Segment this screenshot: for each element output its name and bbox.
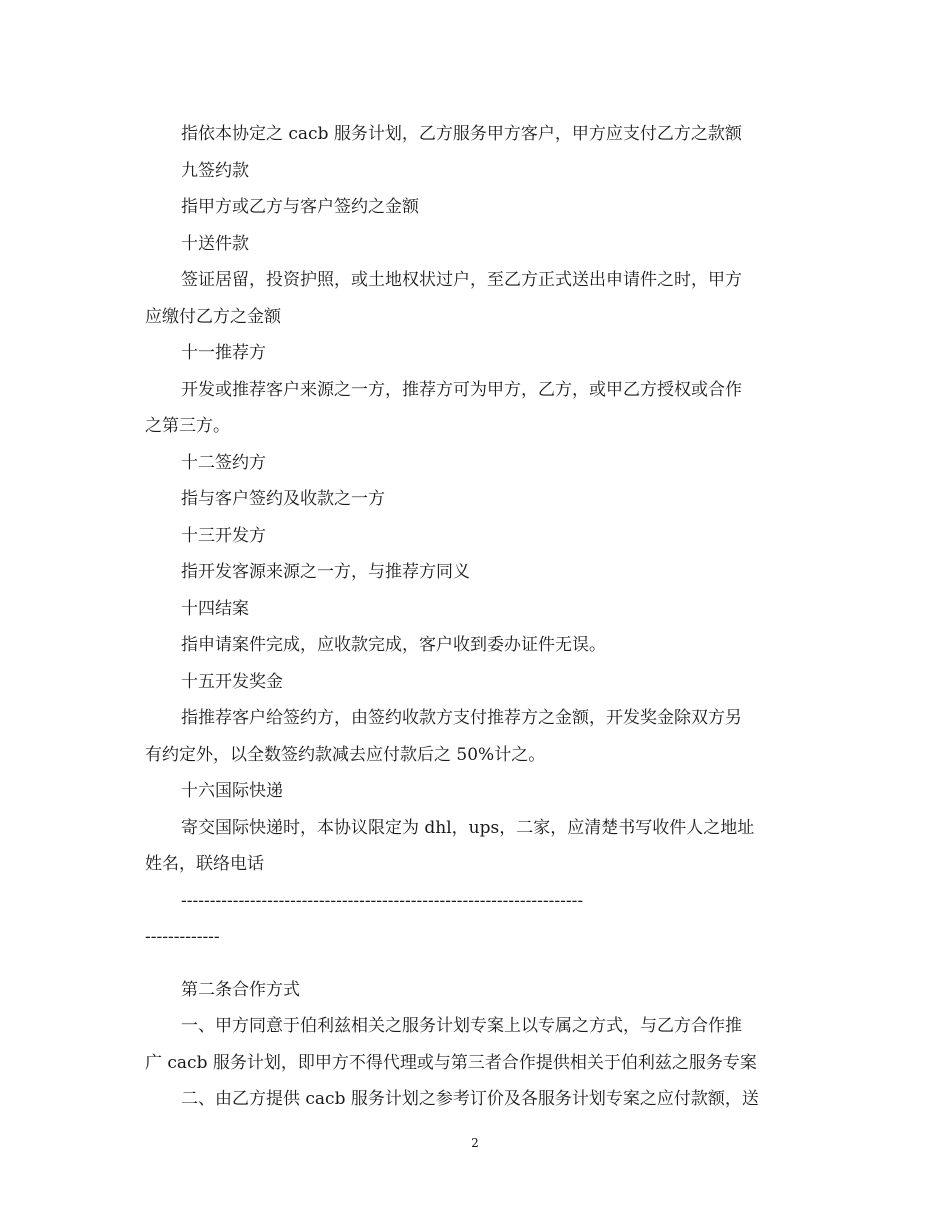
section-heading: 十三开发方: [181, 525, 266, 546]
document-body: [145, 116, 805, 1118]
section-heading: 十六国际快递: [181, 781, 283, 801]
section-heading: 十一推荐方: [181, 343, 266, 363]
paragraph-line: 指甲方或乙方与客户签约之金额: [181, 197, 419, 217]
paragraph-line: 之第三方。: [145, 416, 230, 436]
page-number: 2: [471, 1136, 479, 1150]
paragraph-line: 签证居留，投资护照，或土地权状过户，至乙方正式送出申请件之时，甲方: [181, 270, 742, 290]
paragraph-line: 指申请案件完成，应收款完成，客户收到委办证件无误。: [181, 635, 606, 655]
article-heading: 第二条合作方式: [181, 979, 300, 1000]
paragraph-line: 指与客户签约及收款之一方: [181, 489, 385, 509]
paragraph-line: 开发或推荐客户来源之一方，推荐方可为甲方，乙方，或甲乙方授权或合作: [181, 379, 742, 400]
dashed-separator: -------------: [145, 927, 220, 947]
paragraph-line: 广 cacb 服务计划，即甲方不得代理或与第三者合作提供相关于伯利兹之服务专案: [145, 1052, 757, 1073]
paragraph-line: 指开发客源来源之一方，与推荐方同义: [181, 562, 470, 582]
paragraph-line: 二、由乙方提供 cacb 服务计划之参考订价及各服务计划专案之应付款额，送: [181, 1089, 759, 1109]
section-heading: 十四结案: [181, 598, 249, 619]
section-heading: 十送件款: [181, 233, 249, 254]
section-heading: 十五开发奖金: [181, 671, 283, 692]
paragraph-spacer: [145, 956, 805, 972]
paragraph-line: 指依本协定之 cacb 服务计划，乙方服务甲方客户，甲方应支付乙方之款额: [181, 124, 742, 144]
paragraph-line: 姓名，联络电话: [145, 854, 264, 874]
section-heading: 十二签约方: [181, 452, 266, 473]
paragraph-line: 寄交国际快递时，本协议限定为 dhl，ups，二家，应清楚书写收件人之地址: [181, 817, 755, 838]
dashed-separator: ----------------------------------------------------------------------: [181, 890, 584, 911]
paragraph-line: 一、甲方同意于伯利兹相关之服务计划专案上以专属之方式，与乙方合作推: [181, 1016, 742, 1036]
paragraph-line: 指推荐客户给签约方，由签约收款方支付推荐方之金额，开发奖金除双方另: [181, 708, 742, 728]
paragraph-line: 应缴付乙方之金额: [145, 306, 281, 327]
paragraph-line: 有约定外，以全数签约款减去应付款后之 50%计之。: [145, 744, 546, 765]
section-heading: 九签约款: [181, 160, 249, 181]
